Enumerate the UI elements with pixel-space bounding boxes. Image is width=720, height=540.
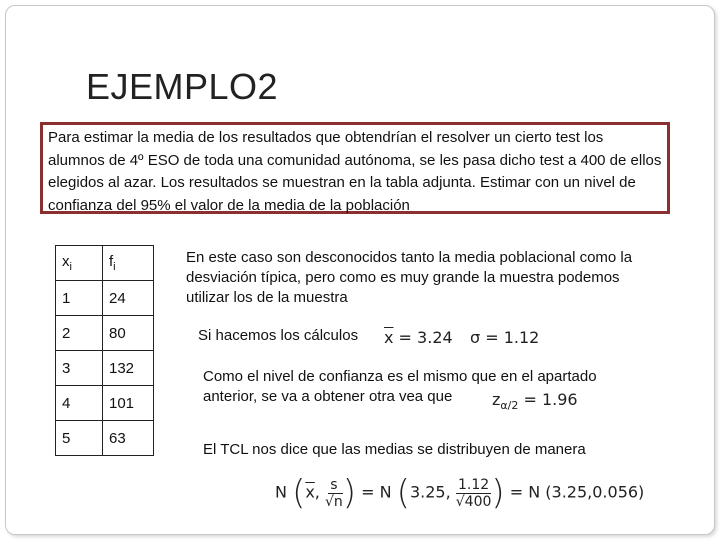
calculation-paragraph: Si hacemos los cálculos [198, 327, 359, 344]
normal-distribution-formula: N ($\overline{x}$, $\frac{s}{√n}$ ) = N (3.25, $\frac{1.12}{√400}$ ) = N (3.25,0.056) [275, 473, 645, 513]
frequency-table [55, 245, 154, 456]
mean-formula: $\overline{x} = 3.24$ [384, 328, 453, 347]
tcl-paragraph: El TCL nos dice que las medias se distribuyen de manera [203, 441, 586, 458]
table-header-row [56, 246, 154, 281]
sigma-in-normal: 1.12 [457, 476, 490, 493]
slide-title: EJEMPLO2 [86, 66, 279, 107]
sigma-formula: σ = 1.12 [470, 328, 540, 347]
cell-x: 1 [56, 281, 103, 316]
mean-value: 3.24 [417, 328, 453, 347]
z-value: 1.96 [541, 390, 578, 409]
cell-f: 132 [103, 351, 154, 386]
table-row [56, 421, 154, 456]
header-fi: $f_i$ [103, 246, 154, 281]
cell-x: 3 [56, 351, 103, 386]
mean-in-normal: 3.25 [409, 482, 446, 502]
cell-x: 2 [56, 316, 103, 351]
z-formula: $z_{\alpha/2} = 1.96$ [492, 390, 578, 413]
cell-f: 80 [103, 316, 154, 351]
cell-x: 4 [56, 386, 103, 421]
sigma-value: 1.12 [503, 328, 540, 347]
problem-statement: Para estimar la media de los resultados que obtendrían el resolver un cierto test los alumnos de 4º ESO de toda una comunidad autónoma, se les pasa dicho test a 400 de ellos elegidos al azar. Los resultados se muestran en la tabla adjunta. Estimar con un nivel de confianza del 95% el valor de la media de la población [40, 122, 670, 214]
table-row [56, 281, 154, 316]
confidence-paragraph: Como el nivel de confianza es el mismo que en el apartado anterior, se va a obtener otra vea que [203, 368, 597, 405]
table-row [56, 386, 154, 421]
n-sample: 400 [464, 493, 492, 510]
cell-f: 63 [103, 421, 154, 456]
header-xi: $x_i$ [56, 246, 103, 281]
explanation-paragraph: En este caso son desconocidos tanto la media poblacional como la desviación típica, pero como es muy grande la muestra podemos utilizar los de la muestra [186, 249, 633, 306]
cell-f: 24 [103, 281, 154, 316]
table-row [56, 351, 154, 386]
cell-f: 101 [103, 386, 154, 421]
table-row [56, 316, 154, 351]
cell-x: 5 [56, 421, 103, 456]
normal-result: (3.25,0.056) [545, 482, 645, 502]
